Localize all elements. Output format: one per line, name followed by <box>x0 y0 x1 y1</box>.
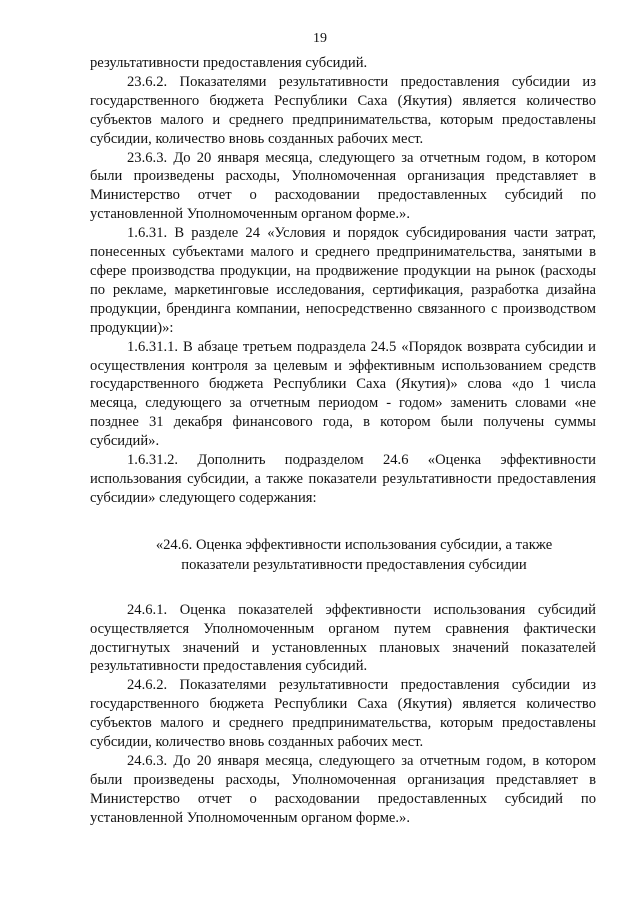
paragraph-1-6-31-2: 1.6.31.2. Дополнить подразделом 24.6 «Оценка эффективности использования субсидии, а также показатели результативности предоставления субсидии» следующего содержания: <box>90 452 596 506</box>
paragraph-23-6-3: 23.6.3. До 20 января месяца, следующего за отчетным годом, в котором были произведены расходы, Уполномоченная организация представляет в Министерство отчет о расходовании предоставленных субсидий по установленной Уполномоченным органом форме.». <box>90 149 596 223</box>
section-heading-line-2: показатели результативности предоставления субсидии <box>181 556 527 573</box>
section-heading-24-6 <box>90 535 596 575</box>
paragraph-24-6-2: 24.6.2. Показателями результативности предоставления субсидии из государственного бюджета Республики Саха (Якутия) является количество субъектов малого и среднего предпринимательства, которым предоставлены субсидии, количество вновь созданных рабочих мест. <box>90 677 596 751</box>
paragraph-24-6-1: 24.6.1. Оценка показателей эффективности использования субсидий осуществляется Уполномоченным органом путем сравнения фактически достигнутых значений и установленных плановых значений показателей результативности предоставления субсидий. <box>90 601 596 675</box>
page-number: 19 <box>313 31 327 46</box>
paragraph-23-6-2: 23.6.2. Показателями результативности предоставления субсидии из государственного бюджета Республики Саха (Якутия) является количество субъектов малого и среднего предпринимательства, которым предоставлены субсидии, количество вновь созданных рабочих мест. <box>90 73 596 147</box>
paragraph-1-6-31-1: 1.6.31.1. В абзаце третьем подраздела 24.5 «Порядок возврата субсидии и осуществления контроля за целевым и эффективным использованием средств государственного бюджета Республики Саха (Якутия)» слова «до 1 числа месяца, следующего за отчетным периодом - годом» заменить словами «не позднее 31 декабря финансового года, в котором были получены суммы субсидий». <box>90 338 596 450</box>
paragraph-1-6-31: 1.6.31. В разделе 24 «Условия и порядок субсидирования части затрат, понесенных субъектами малого и среднего предпринимательства, занятыми в сфере производства продукции, на продвижение продукции на рынок (расходы по рекламе, маркетинговые исследования, сертификация, разработка дизайна продукции, брендинга компании, непосредственно связанного с производством продукции)»: <box>90 225 596 336</box>
paragraph-24-6-3: 24.6.3. До 20 января месяца, следующего за отчетным годом, в котором были произведены расходы, Уполномоченная организация представляет в Министерство отчет о расходовании предоставленных субсидий по установленной Уполномоченным органом форме.». <box>90 753 596 826</box>
paragraph-continuation: результативности предоставления субсидий. <box>90 55 368 71</box>
document-body <box>90 54 596 828</box>
section-heading-line-1: «24.6. Оценка эффективности использования субсидии, а также <box>155 536 553 553</box>
